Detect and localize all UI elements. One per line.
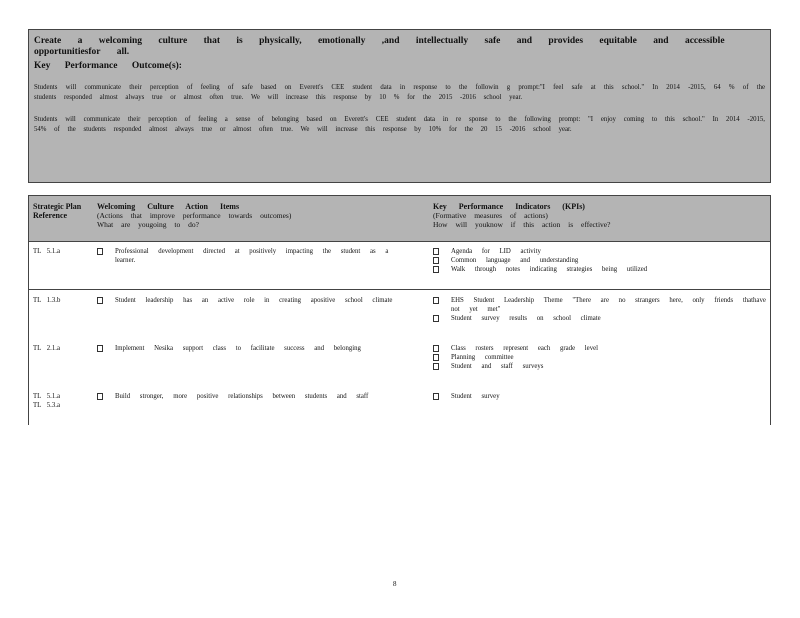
table-row: [29, 386, 770, 425]
table-row: [29, 338, 770, 386]
row-ref: [33, 296, 93, 305]
outcome-belonging: Students will communicate their perception of feeling a sense of belonging based on Everett's CEE student data in re sponse to the following prompt: "I enjoy coming to this school." In 2014 -2015, 54% of the students responded almost always true or almost often true. We will increase this response by 10% for the 20 15 -2016 school year.: [34, 116, 765, 133]
checkbox-icon: [433, 297, 439, 304]
header-kpis: [433, 202, 763, 229]
kpi-text: Student survey: [451, 393, 500, 400]
checkbox-icon: [433, 354, 439, 361]
checkbox-icon: [433, 393, 439, 400]
checkbox-icon: [97, 297, 103, 304]
checkbox-icon: [433, 315, 439, 322]
action-text: Build stronger, more positive relationships between students and staff: [115, 393, 369, 400]
outcome-safety: Students will communicate their perception of feeling of safe based on Everett's CEE student data in response to the followin g prompt:"I feel safe at this school." In 2014 -2015, 64 % of the students responded almost always true or almost often true. We will increase this response by 10 % for the 2015 -2016 school year.: [34, 84, 765, 101]
row-action: [97, 247, 403, 265]
action-text: Professional development directed at positively impacting the student as a learner.: [115, 248, 389, 264]
checkbox-icon: [433, 257, 439, 264]
goal-box: [28, 29, 771, 183]
header-kpi-title: Key Performance Indicators (KPIs): [433, 202, 585, 211]
action-text: Implement Nesika support class to facilitate success and belonging: [115, 345, 361, 352]
action-items-table: [28, 195, 771, 425]
kpi-text: Walk through notes indicating strategies being utilized: [451, 266, 648, 273]
checkbox-icon: [433, 266, 439, 273]
kpi-text: Class rosters represent each grade level: [451, 345, 599, 352]
ref-code: TL 1.3.b: [33, 297, 61, 304]
action-text: Student leadership has an active role in creating apositive school climate: [115, 297, 393, 304]
row-action: [97, 392, 403, 401]
checkbox-icon: [97, 393, 103, 400]
checkbox-icon: [433, 363, 439, 370]
row-kpis: [433, 247, 768, 274]
row-kpis: [433, 392, 768, 401]
table-header: [29, 195, 770, 242]
ref-code: TL 5.3.a: [33, 402, 60, 409]
row-ref: [33, 392, 93, 410]
kpi-text: Student survey results on school climate: [451, 315, 601, 322]
ref-code: TL 2.1.a: [33, 345, 60, 352]
row-ref: [33, 344, 93, 353]
row-action: [97, 296, 403, 305]
kpi-text: EHS Student Leadership Theme "There are no strangers here, only friends thathave not yet met": [451, 297, 766, 313]
row-action: [97, 344, 403, 353]
checkbox-icon: [97, 248, 103, 255]
header-kpi-sub1: (Formative measures of actions): [433, 211, 548, 220]
row-ref: [33, 247, 93, 256]
checkbox-icon: [433, 248, 439, 255]
kpi-text: Student and staff surveys: [451, 363, 544, 370]
header-action-title: Welcoming Culture Action Items: [97, 202, 240, 211]
ref-code: TL 5.1.a: [33, 393, 60, 400]
header-action-items: [97, 202, 427, 229]
kpi-text: Planning committee: [451, 354, 514, 361]
row-kpis: [433, 344, 768, 371]
row-kpis: [433, 296, 768, 323]
key-performance-outcomes-label: Key Performance Outcome(s):: [34, 61, 182, 71]
header-action-sub1: (Actions that improve performance towards outcomes): [97, 211, 292, 220]
header-kpi-sub2: How will youknow if this action is effective?: [433, 220, 611, 229]
header-action-sub2: What are yougoing to do?: [97, 220, 199, 229]
table-row: [29, 241, 770, 290]
kpi-text: Agenda for LID activity: [451, 248, 541, 255]
goal-title: Create a welcoming culture that is physically, emotionally ,and intellectually safe and provides equitable and accessible opportunitiesfor all.: [34, 36, 725, 57]
checkbox-icon: [433, 345, 439, 352]
header-strategic-plan-reference: Strategic Plan Reference: [33, 202, 82, 220]
checkbox-icon: [97, 345, 103, 352]
ref-code: TL 5.1.a: [33, 248, 60, 255]
page-number: 8: [393, 580, 397, 588]
table-row: [29, 290, 770, 338]
kpi-text: Common language and understanding: [451, 257, 579, 264]
